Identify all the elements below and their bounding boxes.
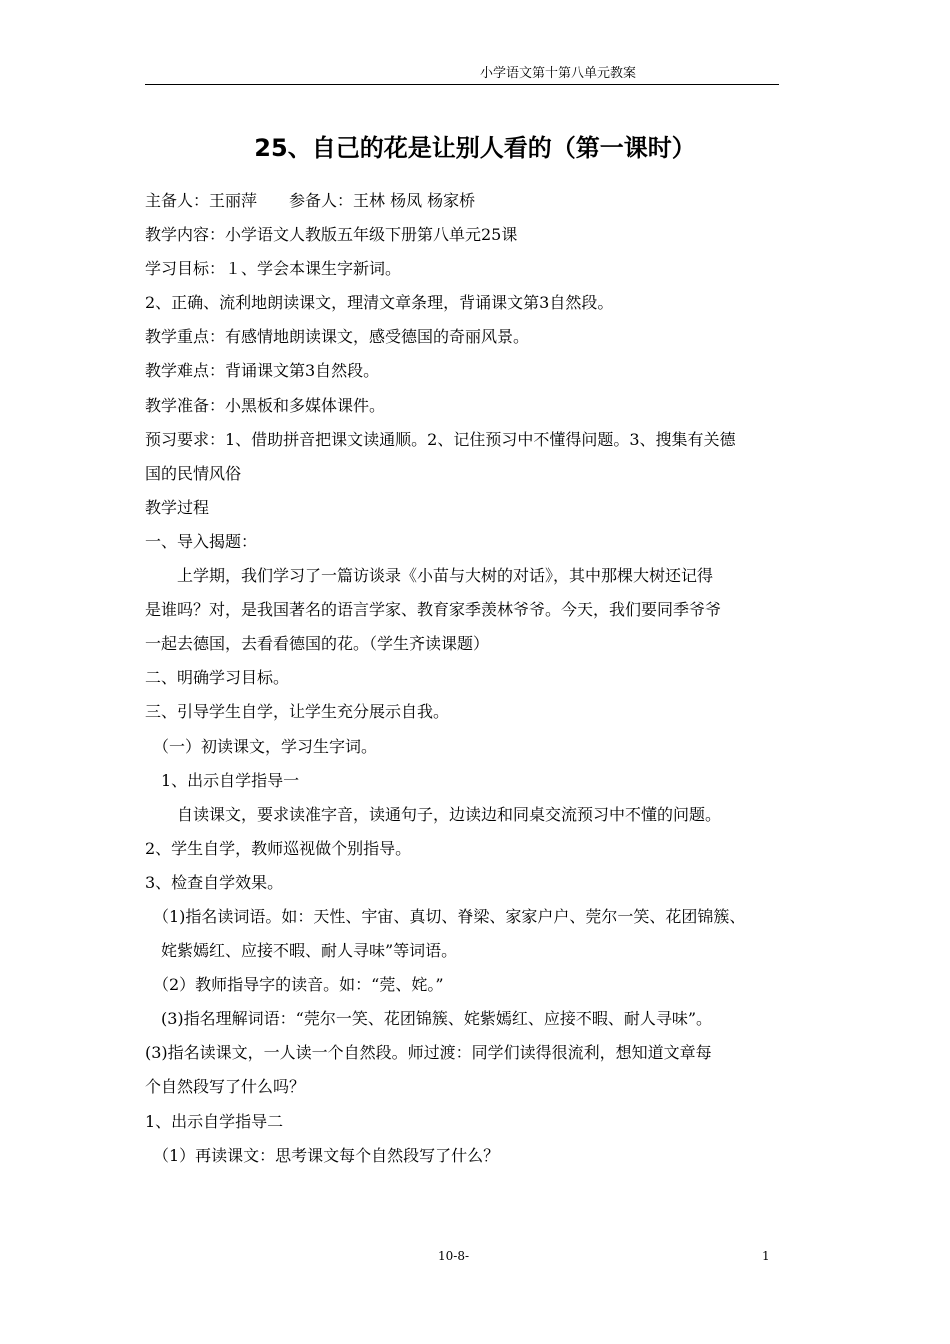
body-line: 1、出示自学指导二	[145, 1111, 284, 1131]
body-line: 国的民情风俗	[145, 463, 242, 483]
page-number: 1	[762, 1249, 770, 1263]
body-line: 二、明确学习目标。	[145, 668, 290, 688]
body-line: 一、导入揭题：	[145, 531, 258, 551]
body-line: （2）教师指导字的读音。如：“莞、姹。”	[145, 975, 444, 995]
body-line: 教学难点：背诵课文第3自然段。	[145, 361, 380, 381]
body-line: 预习要求：1、借助拼音把课文读通顺。2、记住预习中不懂得问题。3、搜集有关德	[145, 429, 736, 449]
header-rule	[145, 84, 779, 85]
body-line: 三、引导学生自学，让学生充分展示自我。	[145, 702, 450, 722]
document-title: 25、自己的花是让别人看的（第一课时）	[254, 134, 696, 162]
body-line: 自读课文，要求读准字音，读通句子，边读边和同桌交流预习中不懂的问题。	[145, 804, 722, 824]
body-line: 主备人：王丽萍 参备人：王林 杨凤 杨家桥	[145, 191, 476, 210]
body-line: 上学期，我们学习了一篇访谈录《小苗与大树的对话》，其中那棵大树还记得	[145, 566, 714, 586]
body-line: 2、正确、流利地朗读课文，理清文章条理，背诵课文第3自然段。	[145, 293, 614, 313]
body-line: 3、检查自学效果。	[145, 872, 284, 892]
body-line: 姹紫嫣红、应接不暇、耐人寻味”等词语。	[145, 941, 458, 961]
body-line: 教学过程	[145, 497, 210, 517]
body-line: 1、出示自学指导一	[145, 770, 300, 790]
document-body	[145, 184, 815, 1173]
body-line: 2、学生自学，教师巡视做个别指导。	[145, 838, 412, 858]
body-line: 教学准备：小黑板和多媒体课件。	[145, 395, 386, 415]
running-header: 小学语文第十第八单元教案	[480, 66, 637, 81]
body-line: （1)指名读词语。如：天性、宇宙、真切、脊梁、家家户户、莞尔一笑、花团锦簇、	[145, 906, 746, 926]
body-line: (3)指名理解词语：“莞尔一笑、花团锦簇、姹紫嫣红、应接不暇、耐人寻味”。	[145, 1009, 713, 1029]
body-line: 是谁吗？对，是我国著名的语言学家、教育家季羡林爷爷。今天，我们要同季爷爷	[145, 600, 722, 620]
body-line: 教学内容：小学语文人教版五年级下册第八单元25课	[145, 225, 518, 245]
body-line: 一起去德国，去看看德国的花。（学生齐读课题）	[145, 634, 490, 654]
body-line: (3)指名读课文，一人读一个自然段。师过渡：同学们读得很流利，想知道文章每	[145, 1043, 712, 1063]
body-line: （一）初读课文，学习生字词。	[145, 736, 378, 756]
body-line: 教学重点：有感情地朗读课文，感受德国的奇丽风景。	[145, 327, 530, 347]
footer-date: 10-8-	[438, 1249, 470, 1263]
body-line: （1）再读课文：思考课文每个自然段写了什么？	[145, 1145, 500, 1165]
body-line: 个自然段写了什么吗？	[145, 1077, 306, 1097]
body-line: 学习目标：１、学会本课生字新词。	[145, 259, 402, 279]
